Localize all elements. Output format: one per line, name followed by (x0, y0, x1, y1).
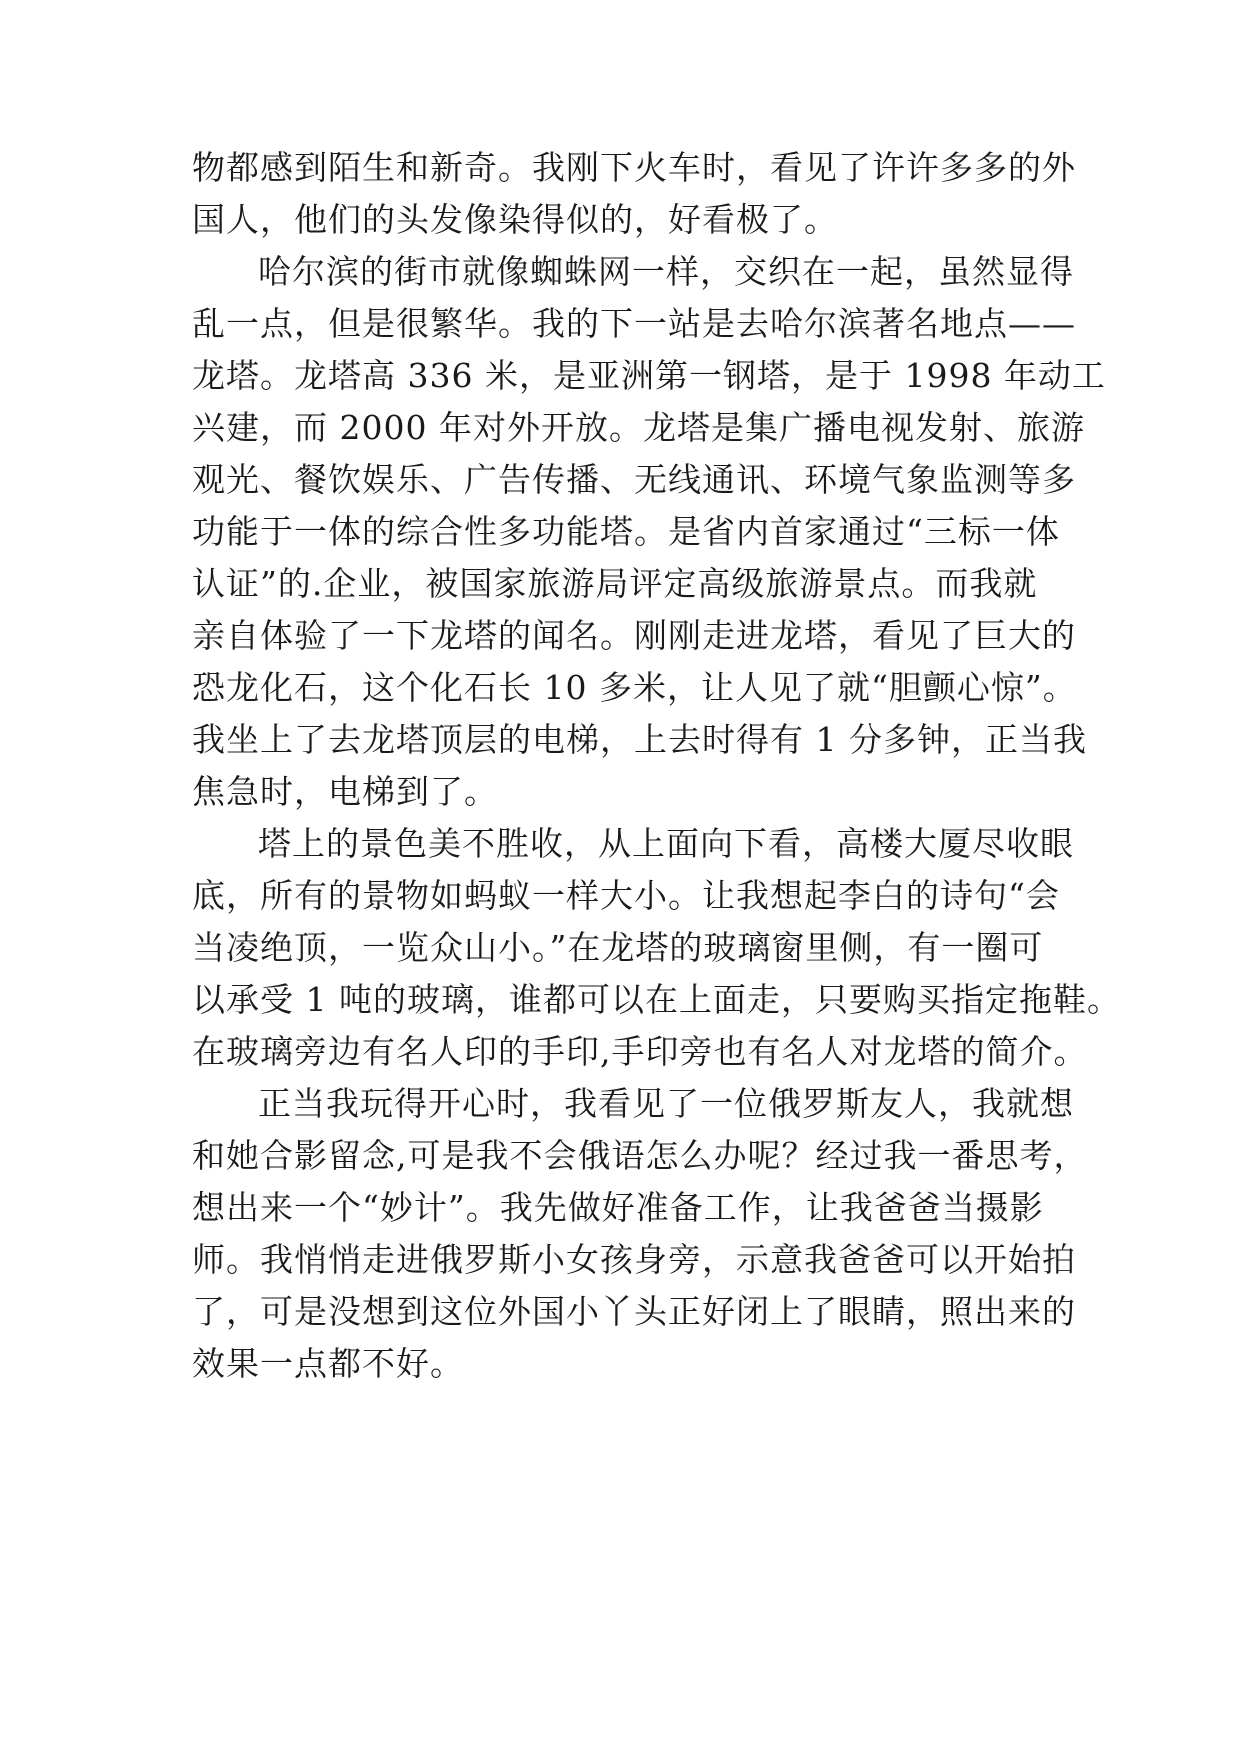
text-line: 亲自体验了一下龙塔的闻名。刚刚走进龙塔，看见了巨大的 (192, 616, 1076, 655)
paragraph-start-line: 正当我玩得开心时，我看见了一位俄罗斯友人，我就想 (258, 1084, 1074, 1123)
text-line: 底，所有的景物如蚂蚁一样大小。让我想起李白的诗句“会 (192, 876, 1060, 915)
text-line: 当凌绝顶，一览众山小。”在龙塔的玻璃窗里侧，有一圈可 (192, 928, 1044, 967)
text-line: 恐龙化石，这个化石长 10 多米，让人见了就“胆颤心惊”。 (192, 668, 1077, 707)
text-line: 乱一点，但是很繁华。我的下一站是去哈尔滨著名地点—— (192, 304, 1076, 343)
text-line: 在玻璃旁边有名人印的手印,手印旁也有名人对龙塔的简介。 (192, 1032, 1088, 1071)
text-line: 以承受 1 吨的玻璃，谁都可以在上面走，只要购买指定拖鞋。 (192, 980, 1121, 1019)
text-line: 了，可是没想到这位外国小丫头正好闭上了眼睛，照出来的 (192, 1292, 1076, 1331)
text-line: 想出来一个“妙计”。我先做好准备工作，让我爸爸当摄影 (192, 1188, 1044, 1227)
text-line: 效果一点都不好。 (192, 1344, 464, 1383)
paragraph-start-line: 哈尔滨的街市就像蜘蛛网一样，交织在一起，虽然显得 (258, 252, 1074, 291)
text-line: 龙塔。龙塔高 336 米，是亚洲第一钢塔，是于 1998 年动工 (192, 356, 1106, 395)
text-line: 和她合影留念,可是我不会俄语怎么办呢？经过我一番思考， (192, 1136, 1088, 1175)
text-line: 我坐上了去龙塔顶层的电梯，上去时得有 1 分多钟，正当我 (192, 720, 1087, 759)
paragraph-start-line: 塔上的景色美不胜收，从上面向下看，高楼大厦尽收眼 (258, 824, 1074, 863)
text-line: 师。我悄悄走进俄罗斯小女孩身旁，示意我爸爸可以开始拍 (192, 1240, 1076, 1279)
text-line: 焦急时，电梯到了。 (192, 772, 498, 811)
text-line: 兴建，而 2000 年对外开放。龙塔是集广播电视发射、旅游 (192, 408, 1085, 447)
text-line: 功能于一体的综合性多功能塔。是省内首家通过“三标一体 (192, 512, 1060, 551)
text-line: 认证”的.企业，被国家旅游局评定高级旅游景点。而我就 (192, 564, 1038, 603)
text-line: 观光、餐饮娱乐、广告传播、无线通讯、环境气象监测等多 (192, 460, 1076, 499)
text-line: 国人，他们的头发像染得似的，好看极了。 (192, 200, 838, 239)
text-line: 物都感到陌生和新奇。我刚下火车时，看见了许许多多的外 (192, 148, 1076, 187)
